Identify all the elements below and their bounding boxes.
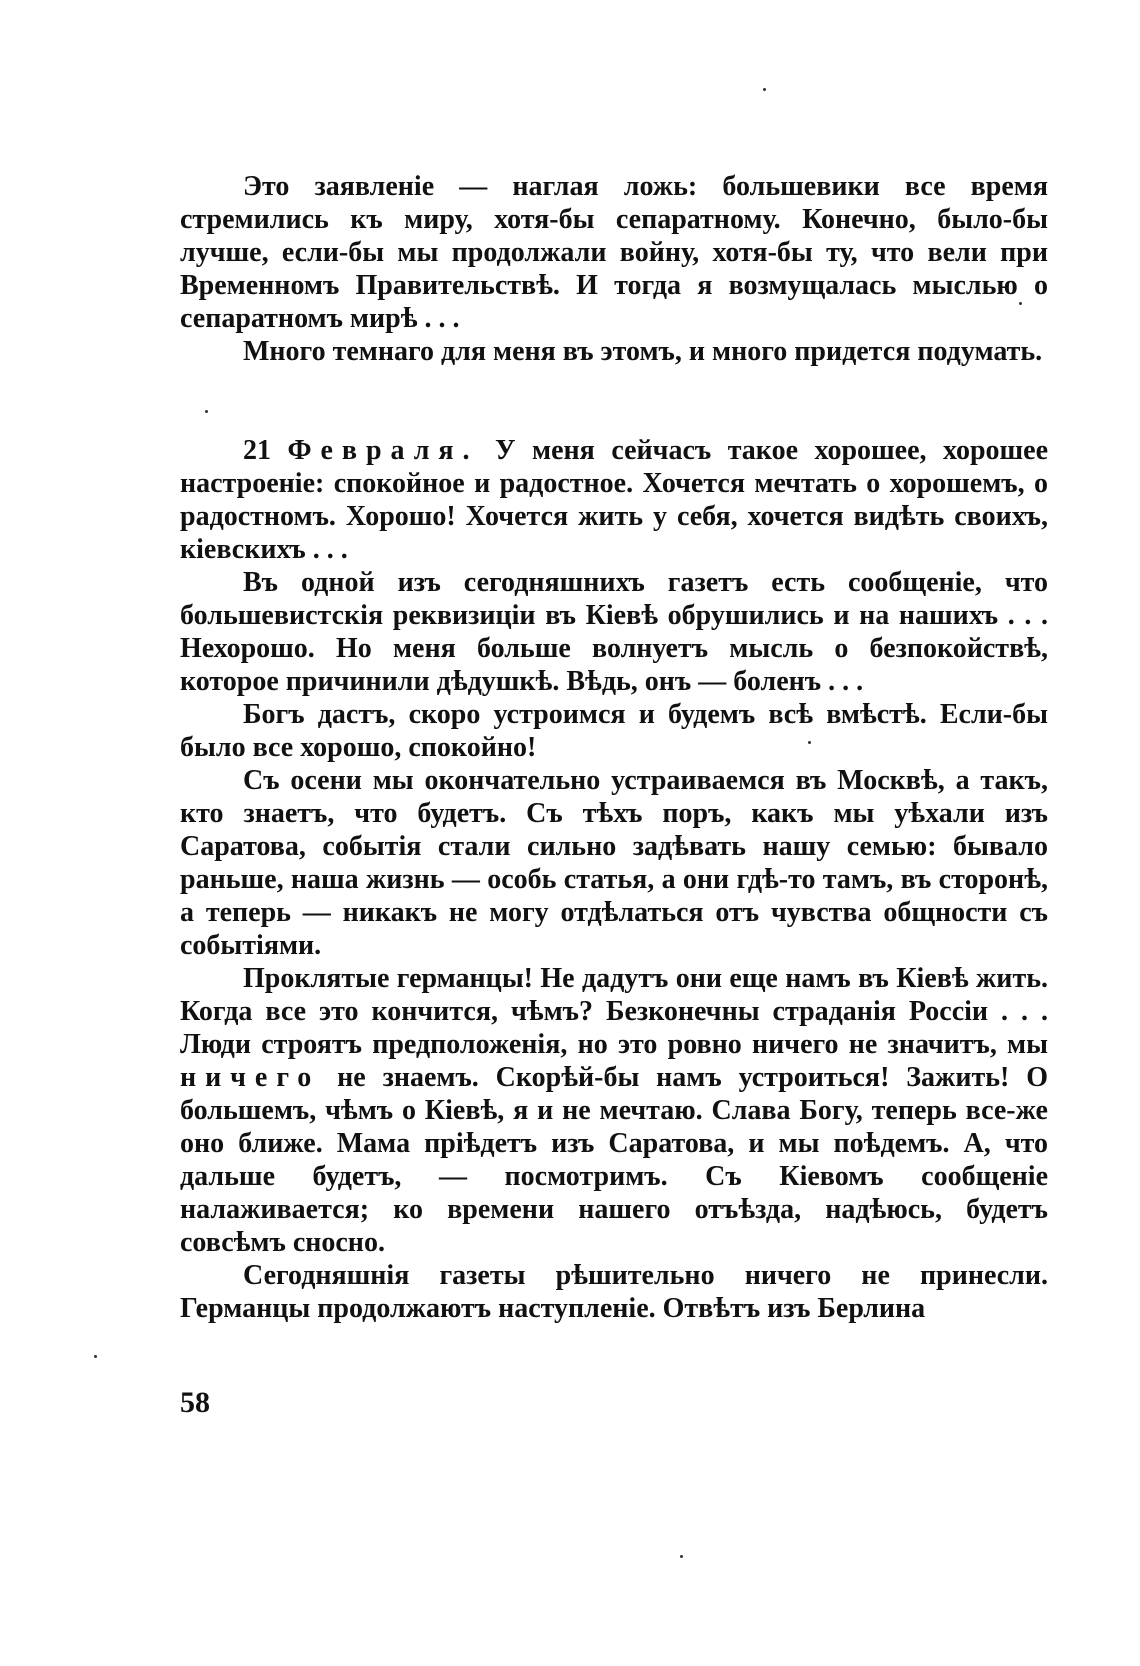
entry-date-day: 21: [243, 435, 271, 466]
paragraph: Богъ дастъ, скоро устроимся и будемъ всѣ вмѣстѣ. Если-бы было все хорошо, спокойно!: [180, 699, 1048, 763]
paragraph-text: не знаемъ. Скорѣй-бы намъ устроиться! Зажить! О большемъ, чѣмъ о Кіевѣ, я и не мечтаю. Слава Богу, теперь все-же оно ближе. Мама пріѣдетъ изъ Саратова, и мы поѣдемъ. А, что дальше будетъ, — посмотримъ. Съ Кіевомъ сообщеніе налаживается; ко времени нашего отъѣзда, надѣюсь, будетъ совсѣмъ сносно.: [180, 1062, 1049, 1258]
paragraph: [180, 962, 1048, 1259]
page-number: 58: [180, 1386, 210, 1419]
paragraph-text: Проклятые германцы! Не дадутъ они еще намъ въ Кіевѣ жить. Когда все это кончится, чѣмъ? Безконечны страданія Россіи . . . Люди строятъ предположенія, но это ровно ничего не значитъ, мы: [180, 963, 1048, 1060]
emphasized-word: ничего: [180, 1062, 321, 1093]
paragraph: Сегодняшнія газеты рѣшительно ничего не принесли. Германцы продолжаютъ наступленіе. Отвѣтъ изъ Берлина: [180, 1260, 1048, 1324]
paragraph: Много темнаго для меня въ этомъ, и много придется подумать.: [243, 336, 1043, 367]
diary-entry-first-paragraph: [180, 434, 1048, 566]
entry-date-month: Февраля.: [287, 435, 479, 466]
paper-speck: [94, 1355, 97, 1358]
paragraph: Это заявленіе — наглая ложь: большевики все время стремились къ миру, хотя-бы сепаратному. Конечно, было-бы лучше, если-бы мы продолжали войну, хотя-бы ту, что вели при Временномъ Правительствѣ. И тогда я возмущалась мыслью о сепаратномъ мирѣ . . .: [180, 171, 1048, 334]
paper-speck: [680, 1555, 683, 1558]
paper-speck: [763, 88, 766, 91]
paragraph-text: У меня сейчасъ такое хорошее, хорошее настроеніе: спокойное и радостное. Хочется мечтать о хорошемъ, о радостномъ. Хорошо! Хочется жить у себя, хочется видѣть своихъ, кіевскихъ . . .: [180, 435, 1049, 565]
page-text: [180, 170, 1048, 1325]
paragraph: Въ одной изъ сегодняшнихъ газетъ есть сообщеніе, что большевистскія реквизиціи въ Кіевѣ обрушились и на нашихъ . . . Нехорошо. Но меня больше волнуетъ мысль о безпокойствѣ, которое причинили дѣдушкѣ. Вѣдь, онъ — боленъ . . .: [180, 567, 1048, 697]
paragraph: Съ осени мы окончательно устраиваемся въ Москвѣ, а такъ, кто знаетъ, что будетъ. Съ тѣхъ поръ, какъ мы уѣхали изъ Саратова, событія стали сильно задѣвать нашу семью: бывало раньше, наша жизнь — особь статья, а они гдѣ-то тамъ, въ сторонѣ, а теперь — никакъ не могу отдѣлаться отъ чувства общности съ событіями.: [180, 765, 1048, 961]
